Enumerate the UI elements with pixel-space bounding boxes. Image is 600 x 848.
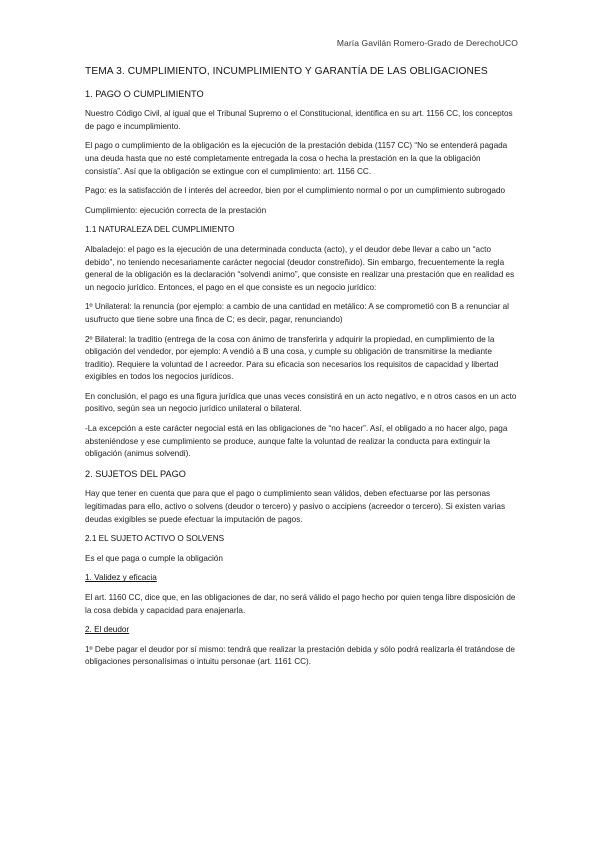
document-body xyxy=(85,66,517,676)
paragraph: Hay que tener en cuenta que para que el pago o cumplimiento sean válidos, deben efectuarse por las personas legitimadas para ello, activo o solvens (deudor o tercero) y pasivo o accipiens (acreedor o tercero). Si existen varias deudas exigibles se puede efectuar la imputación de pagos. xyxy=(85,489,506,524)
subheading-deudor: 2. El deudor xyxy=(85,625,130,635)
paragraph: 1º Unilateral: la renuncia (por ejemplo: a cambio de una cantidad en metálico: A se comprometió con B a renunciar al usufructo que tiene sobre una finca de C; es decir, pagar, renunciando) xyxy=(85,302,509,324)
paragraph: Cumplimiento: ejecución correcta de la prestación xyxy=(85,205,267,215)
paragraph: El art. 1160 CC, dice que, en las obligaciones de dar, no será válido el pago hecho por quien tenga libre disposición de la cosa debida y capacidad para enajenarla. xyxy=(85,593,516,615)
section-heading-sujetos: 2. SUJETOS DEL PAGO xyxy=(85,468,186,479)
paragraph: En conclusión, el pago es una figura jurídica que unas veces consistirá en un acto negativo, e n otros casos en un acto positivo, según sea un negocio jurídico unilateral o bilateral. xyxy=(85,391,517,414)
paragraph: Pago: es la satisfacción de l interés del acreedor, bien por el cumplimiento normal o por un cumplimiento subrogado xyxy=(85,186,506,196)
paragraph: El pago o cumplimiento de la obligación es la ejecución de la prestación debida (1157 CC) “No se entenderá pagada una deuda hasta que no esté completamente entregada la cosa o hecha la prestación en la que la obligación consistía”. Así que la obligación se extingue con el cumplimiento: art. 1156 CC. xyxy=(85,141,508,176)
paragraph: 1º Debe pagar el deudor por sí mismo: tendrá que realizar la prestación debida y sólo podrá realizarla él tratándose de obligaciones personalísimas o intuitu personae (art. 1161 CC). xyxy=(85,644,515,667)
subheading-validez: 1. Validez y eficacia xyxy=(85,573,157,583)
paragraph: -La excepción a este carácter negocial está en las obligaciones de “no hacer”. Así, el obligado a no hacer algo, paga absteniéndose y ese cumplimiento se produce, aunque falte la voluntad de realizar la conducta para extinguir la obligación (animus solvendi). xyxy=(85,424,508,459)
paragraph: 2º Bilateral: la traditio (entrega de la cosa con ánimo de transferirla y adquirir la propiedad, en cumplimiento de la obligación del vendedor, por ejemplo: A vendió a B una cosa, y cumple su obligación de transmitirse la mediante traditio). Requiere la voluntad de l acreedor. Para su eficacia son necesarios los requisitos de capacidad y libertad exigibles en todos los negocios jurídicos. xyxy=(85,334,499,382)
section-heading-naturaleza: 1.1 NATURALEZA DEL CUMPLIMIENTO xyxy=(85,225,235,235)
paragraph: Es el que paga o cumple la obligación xyxy=(85,553,223,563)
page-header-author: María Gavilán Romero-Grado de DerechoUCO xyxy=(336,38,518,48)
section-heading-pago: 1. PAGO O CUMPLIMIENTO xyxy=(85,88,204,99)
paragraph: Nuestro Código Civil, al igual que el Tribunal Supremo o el Constitucional, identifica en su art. 1156 CC, los conceptos de pago e incumplimiento. xyxy=(85,109,513,131)
section-heading-solvens: 2.1 EL SUJETO ACTIVO O SOLVENS xyxy=(85,534,225,544)
paragraph: Albaladejo: el pago es la ejecución de una determinada conducta (acto), y el deudor debe llevar a cabo un “acto debido”, no teniendo necesariamente carácter negocial (deudor constreñido). Sin embargo, frecuentemente la regla general de la obligación es la declaración “solvendi animo”, que consiste en realizar una prestación que en realidad es un negocio jurídico. Entonces, el pago en el que consiste es un negocio jurídico: xyxy=(85,244,515,292)
document-title: TEMA 3. CUMPLIMIENTO, INCUMPLIMIENTO Y GARANTÍA DE LAS OBLIGACIONES xyxy=(85,66,488,77)
